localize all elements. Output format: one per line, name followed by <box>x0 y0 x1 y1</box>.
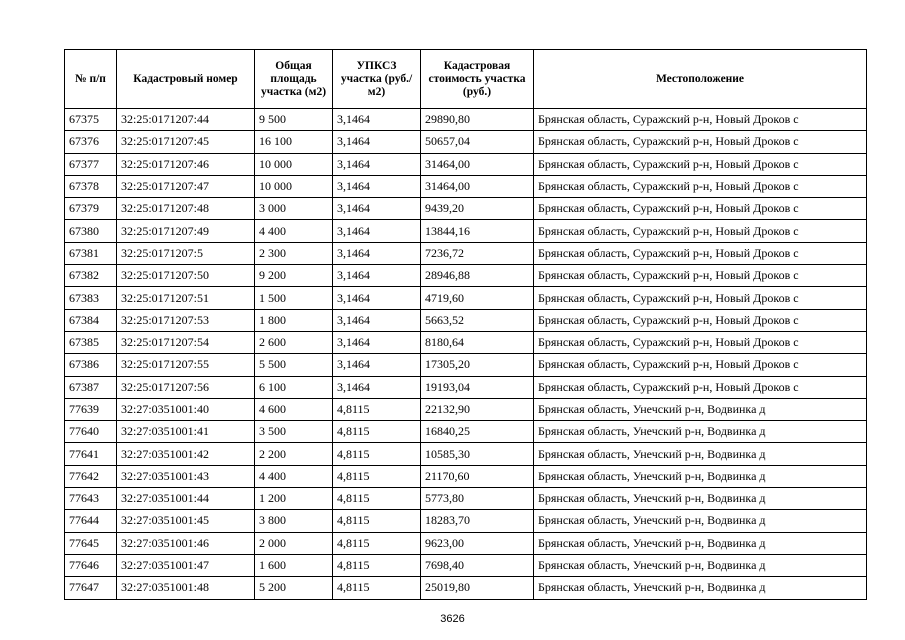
cost-cell: 25019,80 <box>421 577 534 599</box>
table-row <box>65 220 867 242</box>
area-cell: 1 200 <box>255 488 333 510</box>
table-row <box>65 309 867 331</box>
cadastral-number-cell: 32:27:0351001:40 <box>117 398 255 420</box>
location-cell: Брянская область, Суражский р-н, Новый Дроков с <box>534 109 867 131</box>
location-cell: Брянская область, Суражский р-н, Новый Дроков с <box>534 287 867 309</box>
area-cell: 4 600 <box>255 398 333 420</box>
cost-cell: 5663,52 <box>421 309 534 331</box>
cadastral-number-cell: 32:27:0351001:42 <box>117 443 255 465</box>
area-cell: 9 500 <box>255 109 333 131</box>
area-cell: 10 000 <box>255 175 333 197</box>
cadastral-number-cell: 32:25:0171207:45 <box>117 131 255 153</box>
row-number-cell: 67375 <box>65 109 117 131</box>
header-area: Общая площадь участка (м2) <box>255 50 333 109</box>
row-number-cell: 67387 <box>65 376 117 398</box>
row-number-cell: 67383 <box>65 287 117 309</box>
header-location: Местоположение <box>534 50 867 109</box>
cadastral-number-cell: 32:25:0171207:55 <box>117 354 255 376</box>
table-row <box>65 287 867 309</box>
table-row <box>65 465 867 487</box>
cost-cell: 9623,00 <box>421 532 534 554</box>
area-cell: 2 300 <box>255 242 333 264</box>
row-number-cell: 77643 <box>65 488 117 510</box>
area-cell: 4 400 <box>255 465 333 487</box>
table-row <box>65 331 867 353</box>
area-cell: 1 600 <box>255 554 333 576</box>
cadastral-number-cell: 32:27:0351001:44 <box>117 488 255 510</box>
cadastral-number-cell: 32:25:0171207:50 <box>117 265 255 287</box>
area-cell: 6 100 <box>255 376 333 398</box>
location-cell: Брянская область, Унечский р-н, Водвинка д <box>534 465 867 487</box>
table-row <box>65 109 867 131</box>
row-number-cell: 67381 <box>65 242 117 264</box>
cadastral-number-cell: 32:27:0351001:45 <box>117 510 255 532</box>
row-number-cell: 67385 <box>65 331 117 353</box>
upksz-cell: 3,1464 <box>333 242 421 264</box>
cost-cell: 28946,88 <box>421 265 534 287</box>
cost-cell: 10585,30 <box>421 443 534 465</box>
header-cadastral-number: Кадастровый номер <box>117 50 255 109</box>
location-cell: Брянская область, Унечский р-н, Водвинка д <box>534 443 867 465</box>
location-cell: Брянская область, Суражский р-н, Новый Дроков с <box>534 131 867 153</box>
upksz-cell: 3,1464 <box>333 131 421 153</box>
upksz-cell: 4,8115 <box>333 488 421 510</box>
cadastral-number-cell: 32:25:0171207:5 <box>117 242 255 264</box>
upksz-cell: 4,8115 <box>333 532 421 554</box>
upksz-cell: 3,1464 <box>333 309 421 331</box>
cadastral-number-cell: 32:25:0171207:53 <box>117 309 255 331</box>
table-row <box>65 265 867 287</box>
area-cell: 10 000 <box>255 153 333 175</box>
table-row <box>65 443 867 465</box>
upksz-cell: 4,8115 <box>333 554 421 576</box>
table-row <box>65 488 867 510</box>
location-cell: Брянская область, Унечский р-н, Водвинка д <box>534 532 867 554</box>
row-number-cell: 67376 <box>65 131 117 153</box>
area-cell: 9 200 <box>255 265 333 287</box>
cost-cell: 31464,00 <box>421 153 534 175</box>
cost-cell: 29890,80 <box>421 109 534 131</box>
area-cell: 5 500 <box>255 354 333 376</box>
cadastral-number-cell: 32:27:0351001:41 <box>117 421 255 443</box>
location-cell: Брянская область, Унечский р-н, Водвинка д <box>534 488 867 510</box>
table-row <box>65 376 867 398</box>
upksz-cell: 3,1464 <box>333 287 421 309</box>
table-row <box>65 131 867 153</box>
row-number-cell: 77646 <box>65 554 117 576</box>
location-cell: Брянская область, Унечский р-н, Водвинка д <box>534 554 867 576</box>
header-upksz: УПКСЗ участка (руб./м2) <box>333 50 421 109</box>
cost-cell: 22132,90 <box>421 398 534 420</box>
upksz-cell: 4,8115 <box>333 421 421 443</box>
area-cell: 3 000 <box>255 198 333 220</box>
table-row <box>65 398 867 420</box>
row-number-cell: 77639 <box>65 398 117 420</box>
row-number-cell: 77642 <box>65 465 117 487</box>
cost-cell: 7698,40 <box>421 554 534 576</box>
upksz-cell: 3,1464 <box>333 198 421 220</box>
cadastral-number-cell: 32:27:0351001:46 <box>117 532 255 554</box>
header-cadastral-cost: Кадастровая стоимость участка (руб.) <box>421 50 534 109</box>
upksz-cell: 3,1464 <box>333 265 421 287</box>
area-cell: 16 100 <box>255 131 333 153</box>
header-num: № п/п <box>65 50 117 109</box>
location-cell: Брянская область, Суражский р-н, Новый Дроков с <box>534 153 867 175</box>
row-number-cell: 67377 <box>65 153 117 175</box>
cadastral-number-cell: 32:27:0351001:47 <box>117 554 255 576</box>
table-row <box>65 354 867 376</box>
upksz-cell: 4,8115 <box>333 398 421 420</box>
cost-cell: 7236,72 <box>421 242 534 264</box>
row-number-cell: 67378 <box>65 175 117 197</box>
location-cell: Брянская область, Унечский р-н, Водвинка д <box>534 421 867 443</box>
location-cell: Брянская область, Унечский р-н, Водвинка д <box>534 398 867 420</box>
row-number-cell: 67384 <box>65 309 117 331</box>
cadastral-number-cell: 32:27:0351001:43 <box>117 465 255 487</box>
cost-cell: 31464,00 <box>421 175 534 197</box>
upksz-cell: 4,8115 <box>333 577 421 599</box>
cadastral-number-cell: 32:25:0171207:48 <box>117 198 255 220</box>
area-cell: 3 800 <box>255 510 333 532</box>
table-header-row <box>65 50 867 109</box>
cost-cell: 17305,20 <box>421 354 534 376</box>
location-cell: Брянская область, Суражский р-н, Новый Дроков с <box>534 331 867 353</box>
upksz-cell: 4,8115 <box>333 465 421 487</box>
table-row <box>65 577 867 599</box>
table-row <box>65 242 867 264</box>
location-cell: Брянская область, Суражский р-н, Новый Дроков с <box>534 376 867 398</box>
location-cell: Брянская область, Суражский р-н, Новый Дроков с <box>534 220 867 242</box>
area-cell: 2 600 <box>255 331 333 353</box>
table-row <box>65 510 867 532</box>
cost-cell: 13844,16 <box>421 220 534 242</box>
table-row <box>65 198 867 220</box>
location-cell: Брянская область, Суражский р-н, Новый Дроков с <box>534 354 867 376</box>
table-row <box>65 532 867 554</box>
row-number-cell: 77640 <box>65 421 117 443</box>
area-cell: 4 400 <box>255 220 333 242</box>
upksz-cell: 3,1464 <box>333 376 421 398</box>
location-cell: Брянская область, Унечский р-н, Водвинка д <box>534 577 867 599</box>
area-cell: 1 800 <box>255 309 333 331</box>
area-cell: 3 500 <box>255 421 333 443</box>
location-cell: Брянская область, Суражский р-н, Новый Дроков с <box>534 175 867 197</box>
cadastral-number-cell: 32:25:0171207:56 <box>117 376 255 398</box>
upksz-cell: 4,8115 <box>333 510 421 532</box>
location-cell: Брянская область, Суражский р-н, Новый Дроков с <box>534 309 867 331</box>
row-number-cell: 67379 <box>65 198 117 220</box>
area-cell: 5 200 <box>255 577 333 599</box>
upksz-cell: 4,8115 <box>333 443 421 465</box>
cost-cell: 18283,70 <box>421 510 534 532</box>
table-row <box>65 153 867 175</box>
page-number: 3626 <box>440 613 465 625</box>
cost-cell: 21170,60 <box>421 465 534 487</box>
cadastral-number-cell: 32:25:0171207:44 <box>117 109 255 131</box>
location-cell: Брянская область, Суражский р-н, Новый Дроков с <box>534 265 867 287</box>
upksz-cell: 3,1464 <box>333 354 421 376</box>
row-number-cell: 67386 <box>65 354 117 376</box>
cadastral-table <box>64 49 867 600</box>
upksz-cell: 3,1464 <box>333 153 421 175</box>
cost-cell: 4719,60 <box>421 287 534 309</box>
cost-cell: 8180,64 <box>421 331 534 353</box>
upksz-cell: 3,1464 <box>333 175 421 197</box>
row-number-cell: 77645 <box>65 532 117 554</box>
table-row <box>65 554 867 576</box>
row-number-cell: 77641 <box>65 443 117 465</box>
cost-cell: 9439,20 <box>421 198 534 220</box>
table-row <box>65 421 867 443</box>
location-cell: Брянская область, Унечский р-н, Водвинка д <box>534 510 867 532</box>
area-cell: 2 000 <box>255 532 333 554</box>
upksz-cell: 3,1464 <box>333 109 421 131</box>
cost-cell: 19193,04 <box>421 376 534 398</box>
cost-cell: 50657,04 <box>421 131 534 153</box>
cadastral-number-cell: 32:25:0171207:47 <box>117 175 255 197</box>
upksz-cell: 3,1464 <box>333 220 421 242</box>
row-number-cell: 67380 <box>65 220 117 242</box>
cadastral-number-cell: 32:25:0171207:49 <box>117 220 255 242</box>
area-cell: 1 500 <box>255 287 333 309</box>
row-number-cell: 77644 <box>65 510 117 532</box>
row-number-cell: 77647 <box>65 577 117 599</box>
cost-cell: 16840,25 <box>421 421 534 443</box>
location-cell: Брянская область, Суражский р-н, Новый Дроков с <box>534 198 867 220</box>
location-cell: Брянская область, Суражский р-н, Новый Дроков с <box>534 242 867 264</box>
cadastral-number-cell: 32:25:0171207:54 <box>117 331 255 353</box>
table-row <box>65 175 867 197</box>
area-cell: 2 200 <box>255 443 333 465</box>
cadastral-number-cell: 32:27:0351001:48 <box>117 577 255 599</box>
row-number-cell: 67382 <box>65 265 117 287</box>
upksz-cell: 3,1464 <box>333 331 421 353</box>
cost-cell: 5773,80 <box>421 488 534 510</box>
cadastral-number-cell: 32:25:0171207:51 <box>117 287 255 309</box>
cadastral-number-cell: 32:25:0171207:46 <box>117 153 255 175</box>
